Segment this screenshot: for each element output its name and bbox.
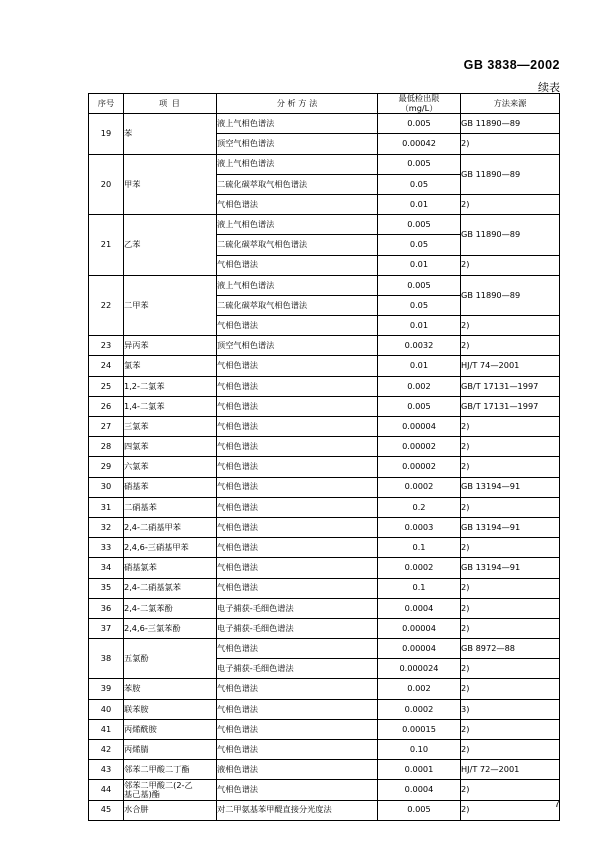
cell-method: 气相色谱法	[217, 699, 378, 719]
table-row	[89, 740, 560, 760]
cell-method: 液上气相色谱法	[217, 215, 378, 235]
cell-item: 异丙苯	[124, 336, 217, 356]
cell-item: 二甲苯	[124, 275, 217, 336]
table-row	[89, 679, 560, 699]
cell-source: 2)	[461, 134, 560, 154]
cell-item: 丙烯酰胺	[124, 719, 217, 739]
cell-source: 2)	[461, 457, 560, 477]
cell-source: 2)	[461, 618, 560, 638]
cell-method: 气相色谱法	[217, 194, 378, 214]
cell-source: GB 13194—91	[461, 477, 560, 497]
cell-method: 电子捕获-毛细色谱法	[217, 659, 378, 679]
cell-item: 硝基氯苯	[124, 558, 217, 578]
cell-detection-limit: 0.005	[378, 275, 461, 295]
cell-source: GB 11890—89	[461, 114, 560, 134]
cell-item: 水合肼	[124, 800, 217, 820]
cell-method: 气相色谱法	[217, 437, 378, 457]
table-row	[89, 437, 560, 457]
cell-index: 39	[89, 679, 124, 699]
table-row	[89, 477, 560, 497]
cell-source: HJ/T 74—2001	[461, 356, 560, 376]
cell-method: 顶空气相色谱法	[217, 336, 378, 356]
table-row	[89, 517, 560, 537]
cell-detection-limit: 0.01	[378, 356, 461, 376]
cell-detection-limit: 0.05	[378, 174, 461, 194]
cell-source: 2)	[461, 316, 560, 336]
cell-index: 34	[89, 558, 124, 578]
cell-source: 2)	[461, 194, 560, 214]
continued-label: 续表	[538, 81, 560, 94]
table-row	[89, 639, 560, 659]
cell-item: 2,4-二硝基甲苯	[124, 517, 217, 537]
cell-index: 29	[89, 457, 124, 477]
cell-item: 1,2-二氯苯	[124, 376, 217, 396]
cell-detection-limit: 0.0002	[378, 477, 461, 497]
cell-item: 乙苯	[124, 215, 217, 276]
cell-index: 36	[89, 598, 124, 618]
table-row	[89, 780, 560, 800]
cell-item: 六氯苯	[124, 457, 217, 477]
cell-detection-limit: 0.0002	[378, 699, 461, 719]
table-row	[89, 275, 560, 295]
cell-item: 丙烯腈	[124, 740, 217, 760]
cell-detection-limit: 0.1	[378, 578, 461, 598]
table-row	[89, 538, 560, 558]
cell-item: 甲苯	[124, 154, 217, 215]
col-header-source: 方法来源	[461, 94, 560, 114]
cell-detection-limit: 0.05	[378, 235, 461, 255]
cell-source: 2)	[461, 497, 560, 517]
cell-index: 28	[89, 437, 124, 457]
table-row	[89, 396, 560, 416]
analysis-methods-table	[88, 93, 560, 821]
cell-method: 气相色谱法	[217, 457, 378, 477]
cell-source: GB 13194—91	[461, 558, 560, 578]
cell-source: GB 11890—89	[461, 154, 560, 194]
cell-detection-limit: 0.00002	[378, 437, 461, 457]
cell-item: 苯	[124, 114, 217, 154]
cell-index: 19	[89, 114, 124, 154]
cell-method: 气相色谱法	[217, 517, 378, 537]
cell-source: GB/T 17131—1997	[461, 376, 560, 396]
cell-method: 气相色谱法	[217, 639, 378, 659]
cell-index: 31	[89, 497, 124, 517]
analysis-methods-table-wrapper	[88, 93, 554, 821]
col-header-limit	[378, 94, 461, 114]
cell-source: 2)	[461, 255, 560, 275]
cell-item	[124, 780, 217, 800]
cell-detection-limit: 0.0004	[378, 780, 461, 800]
cell-index: 23	[89, 336, 124, 356]
cell-detection-limit: 0.00015	[378, 719, 461, 739]
table-row	[89, 618, 560, 638]
cell-detection-limit: 0.005	[378, 396, 461, 416]
col-header-item: 项 目	[124, 94, 217, 114]
table-row	[89, 800, 560, 820]
col-header-method: 分 析 方 法	[217, 94, 378, 114]
cell-method: 气相色谱法	[217, 679, 378, 699]
standard-number: GB 3838—2002	[463, 58, 560, 72]
cell-detection-limit: 0.05	[378, 295, 461, 315]
cell-source: GB 8972—88	[461, 639, 560, 659]
col-header-no: 序号	[89, 94, 124, 114]
page-number: 7	[554, 799, 560, 810]
cell-index: 45	[89, 800, 124, 820]
cell-source: 2)	[461, 437, 560, 457]
cell-index: 35	[89, 578, 124, 598]
cell-source: HJ/T 72—2001	[461, 760, 560, 780]
cell-detection-limit: 0.005	[378, 114, 461, 134]
table-row	[89, 114, 560, 134]
cell-source: 2)	[461, 800, 560, 820]
cell-item-line: 基己基)酯	[124, 788, 160, 799]
cell-item: 四氯苯	[124, 437, 217, 457]
table-body	[89, 114, 560, 821]
cell-method: 气相色谱法	[217, 255, 378, 275]
cell-detection-limit: 0.002	[378, 679, 461, 699]
cell-detection-limit: 0.00004	[378, 417, 461, 437]
cell-detection-limit: 0.2	[378, 497, 461, 517]
cell-method: 液上气相色谱法	[217, 275, 378, 295]
cell-item: 2,4-二硝基氯苯	[124, 578, 217, 598]
cell-detection-limit: 0.1	[378, 538, 461, 558]
table-row	[89, 336, 560, 356]
cell-detection-limit: 0.005	[378, 800, 461, 820]
cell-method: 气相色谱法	[217, 396, 378, 416]
cell-item: 五氯酚	[124, 639, 217, 679]
cell-index: 43	[89, 760, 124, 780]
cell-index: 40	[89, 699, 124, 719]
cell-method: 液相色谱法	[217, 760, 378, 780]
cell-method: 气相色谱法	[217, 558, 378, 578]
table-row	[89, 154, 560, 174]
cell-method: 气相色谱法	[217, 719, 378, 739]
cell-method: 二硫化碳萃取气相色谱法	[217, 235, 378, 255]
cell-item: 2,4,6-三硝基甲苯	[124, 538, 217, 558]
cell-detection-limit: 0.0032	[378, 336, 461, 356]
cell-detection-limit: 0.00004	[378, 639, 461, 659]
cell-index: 42	[89, 740, 124, 760]
cell-method: 气相色谱法	[217, 740, 378, 760]
cell-method: 二硫化碳萃取气相色谱法	[217, 174, 378, 194]
cell-source: 2)	[461, 598, 560, 618]
cell-detection-limit: 0.00002	[378, 457, 461, 477]
cell-source: 2)	[461, 578, 560, 598]
table-row	[89, 558, 560, 578]
cell-index: 37	[89, 618, 124, 638]
table-row	[89, 719, 560, 739]
cell-item: 1,4-二氯苯	[124, 396, 217, 416]
cell-source: 2)	[461, 679, 560, 699]
cell-method: 气相色谱法	[217, 538, 378, 558]
table-row	[89, 699, 560, 719]
cell-item: 三氯苯	[124, 417, 217, 437]
table-row	[89, 215, 560, 235]
cell-item: 二硝基苯	[124, 497, 217, 517]
cell-index: 24	[89, 356, 124, 376]
cell-source: GB 11890—89	[461, 275, 560, 315]
cell-detection-limit: 0.000024	[378, 659, 461, 679]
cell-method: 气相色谱法	[217, 780, 378, 800]
cell-detection-limit: 0.0004	[378, 598, 461, 618]
table-row	[89, 457, 560, 477]
cell-item: 2,4-二氯苯酚	[124, 598, 217, 618]
cell-source: GB/T 17131—1997	[461, 396, 560, 416]
cell-detection-limit: 0.01	[378, 194, 461, 214]
col-header-limit-line2: （mg/L）	[400, 102, 438, 113]
table-row	[89, 598, 560, 618]
cell-method: 气相色谱法	[217, 356, 378, 376]
cell-index: 27	[89, 417, 124, 437]
cell-item: 氯苯	[124, 356, 217, 376]
cell-index: 38	[89, 639, 124, 679]
cell-method: 气相色谱法	[217, 376, 378, 396]
cell-method: 电子捕获-毛细色谱法	[217, 618, 378, 638]
cell-source: 2)	[461, 336, 560, 356]
cell-detection-limit: 0.00004	[378, 618, 461, 638]
cell-source: 2)	[461, 740, 560, 760]
cell-detection-limit: 0.002	[378, 376, 461, 396]
cell-method: 气相色谱法	[217, 417, 378, 437]
cell-item: 邻苯二甲酸二丁酯	[124, 760, 217, 780]
table-row	[89, 356, 560, 376]
col-header-limit-line1: 最低检出限	[398, 93, 440, 104]
cell-index: 22	[89, 275, 124, 336]
cell-source: GB 13194—91	[461, 517, 560, 537]
table-row	[89, 417, 560, 437]
cell-source: 2)	[461, 659, 560, 679]
table-header-row	[89, 94, 560, 114]
table-head	[89, 94, 560, 114]
cell-index: 32	[89, 517, 124, 537]
cell-detection-limit: 0.01	[378, 255, 461, 275]
cell-item-line: 邻苯二甲酸二(2-乙	[124, 779, 193, 790]
cell-method: 气相色谱法	[217, 578, 378, 598]
cell-source: 2)	[461, 417, 560, 437]
cell-method: 对二甲氨基苯甲醍直接分光度法	[217, 800, 378, 820]
cell-detection-limit: 0.0002	[378, 558, 461, 578]
cell-method: 气相色谱法	[217, 316, 378, 336]
cell-index: 26	[89, 396, 124, 416]
cell-index: 20	[89, 154, 124, 215]
table-row	[89, 760, 560, 780]
cell-item: 联苯胺	[124, 699, 217, 719]
cell-detection-limit: 0.005	[378, 215, 461, 235]
cell-index: 30	[89, 477, 124, 497]
cell-index: 33	[89, 538, 124, 558]
cell-item: 硝基苯	[124, 477, 217, 497]
cell-detection-limit: 0.01	[378, 316, 461, 336]
cell-source: 2)	[461, 780, 560, 800]
table-row	[89, 578, 560, 598]
cell-method: 液上气相色谱法	[217, 154, 378, 174]
cell-index: 44	[89, 780, 124, 800]
cell-method: 气相色谱法	[217, 497, 378, 517]
cell-index: 21	[89, 215, 124, 276]
cell-index: 41	[89, 719, 124, 739]
cell-detection-limit: 0.0003	[378, 517, 461, 537]
cell-detection-limit: 0.00042	[378, 134, 461, 154]
table-row	[89, 497, 560, 517]
cell-item: 苯胺	[124, 679, 217, 699]
cell-method: 二硫化碳萃取气相色谱法	[217, 295, 378, 315]
cell-method: 液上气相色谱法	[217, 114, 378, 134]
cell-method: 电子捕获-毛细色谱法	[217, 598, 378, 618]
cell-method: 气相色谱法	[217, 477, 378, 497]
cell-source: 2)	[461, 538, 560, 558]
cell-source: 2)	[461, 719, 560, 739]
cell-source: 3)	[461, 699, 560, 719]
cell-detection-limit: 0.0001	[378, 760, 461, 780]
cell-index: 25	[89, 376, 124, 396]
cell-source: GB 11890—89	[461, 215, 560, 255]
table-row	[89, 376, 560, 396]
cell-method: 顶空气相色谱法	[217, 134, 378, 154]
cell-detection-limit: 0.10	[378, 740, 461, 760]
cell-item: 2,4,6-三氯苯酚	[124, 618, 217, 638]
cell-detection-limit: 0.005	[378, 154, 461, 174]
